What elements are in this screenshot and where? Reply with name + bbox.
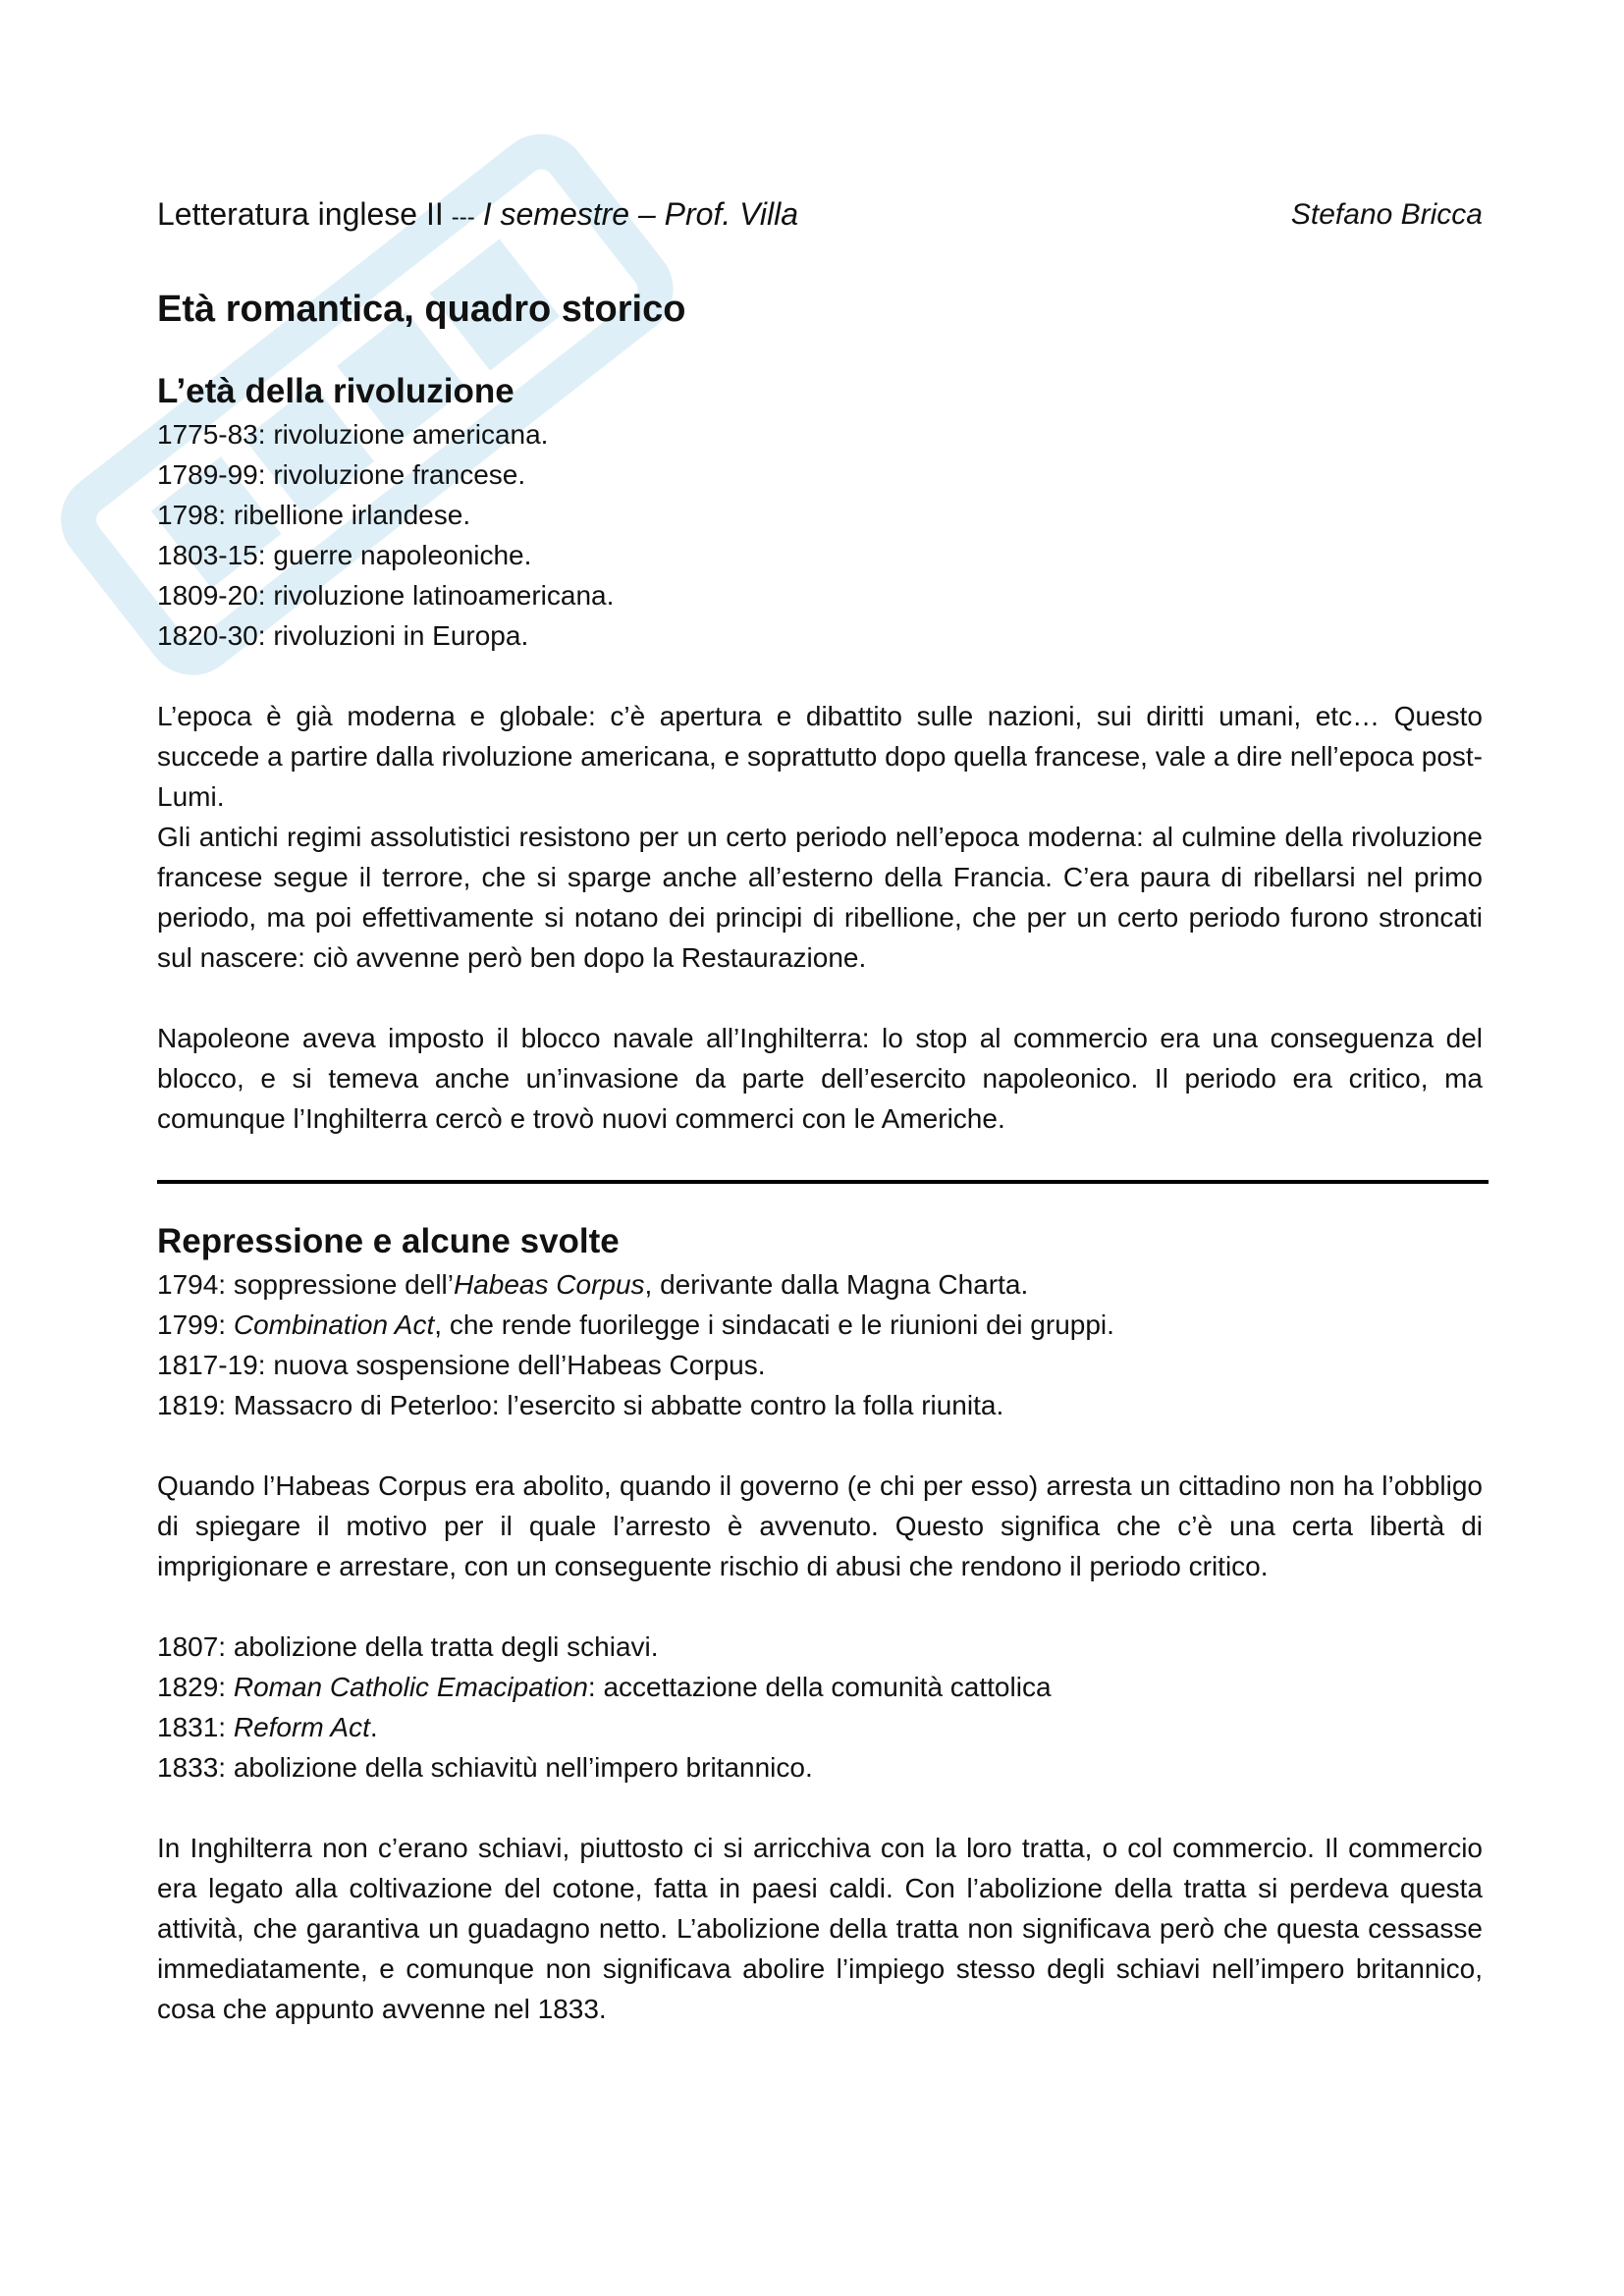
paragraph: L’epoca è già moderna e globale: c’è apertura e dibattito sulle nazioni, sui diritti umani, etc… Questo succede a partire dalla rivoluzione americana, e soprattutto dopo quella francese, vale a dire nell’epoca post-Lumi. xyxy=(157,701,1483,812)
section-divider xyxy=(157,1180,1489,1184)
timeline-item: 1775-83: rivoluzione americana. xyxy=(157,419,549,450)
paragraph: Quando l’Habeas Corpus era abolito, quando il governo (e chi per esso) arresta un cittadino non ha l’obbligo di spiegare il motivo per il quale l’arresto è avvenuto. Questo significa che c’è una certa libertà di imprigionare e arrestare, con un conseguente rischio di abusi che rendono il periodo critico. xyxy=(157,1470,1483,1581)
paragraph: Gli antichi regimi assolutistici resistono per un certo periodo nell’epoca moderna: al culmine della rivoluzione francese segue il terrore, che si sparge anche all’esterno della Francia. C’era paura di ribellarsi nel primo periodo, ma poi effettivamente si notano dei principi di ribellione, che per un certo periodo furono stroncati sul nascere: ciò avvenne però ben dopo la Restaurazione. xyxy=(157,822,1483,973)
document-title: Età romantica, quadro storico xyxy=(157,289,686,330)
timeline-item: 1807: abolizione della tratta degli schiavi. xyxy=(157,1631,659,1662)
timeline-item: 1817-19: nuova sospensione dell’Habeas Corpus. xyxy=(157,1350,766,1380)
timeline-item: 1833: abolizione della schiavitù nell’impero britannico. xyxy=(157,1752,813,1783)
header-separator: --- xyxy=(451,204,475,231)
timeline-item: 1829: Roman Catholic Emacipation: accettazione della comunità cattolica xyxy=(157,1672,1052,1702)
section-heading-repression: Repressione e alcune svolte xyxy=(157,1222,620,1260)
timeline-item: 1794: soppressione dell’Habeas Corpus, derivante dalla Magna Charta. xyxy=(157,1269,1029,1300)
timeline-item: 1820-30: rivoluzioni in Europa. xyxy=(157,620,529,651)
timeline-item: 1803-15: guerre napoleoniche. xyxy=(157,540,532,570)
repression-timeline xyxy=(157,1264,1483,1425)
timeline-item: 1789-99: rivoluzione francese. xyxy=(157,459,526,490)
revolution-timeline xyxy=(157,414,1483,656)
paragraph: In Inghilterra non c’erano schiavi, piuttosto ci si arricchiva con la loro tratta, o col commercio. Il commercio era legato alla coltivazione del cotone, fatta in paesi caldi. Con l’abolizione della tratta si perdeva questa attività, che garantiva un guadagno netto. L’abolizione della tratta non significava però che questa cessasse immediatamente, e comunque non significava abolire l’impiego stesso degli schiavi nell’impero britannico, cosa che appunto avvenne nel 1833. xyxy=(157,1833,1483,2024)
timeline-item: 1798: ribellione irlandese. xyxy=(157,500,471,530)
document-page xyxy=(157,196,1483,2029)
paragraph: Napoleone aveva imposto il blocco navale all’Inghilterra: lo stop al commercio era una conseguenza del blocco, e si temeva anche un’invasione da parte dell’esercito napoleonico. Il periodo era critico, ma comunque l’Inghilterra cercò e trovò nuovi commerci con le Americhe. xyxy=(157,1023,1483,1134)
section-heading-revolution: L’età della rivoluzione xyxy=(157,372,514,410)
timeline-item: 1831: Reform Act. xyxy=(157,1712,378,1742)
timeline-item: 1819: Massacro di Peterloo: l’esercito si abbatte contro la folla riunita. xyxy=(157,1390,1004,1420)
page-header xyxy=(157,196,1483,245)
semester-info: I semestre – Prof. Villa xyxy=(482,196,799,232)
course-name: Letteratura inglese II xyxy=(157,196,444,232)
author-name: Stefano Bricca xyxy=(1290,198,1483,231)
timeline-item: 1809-20: rivoluzione latinoamericana. xyxy=(157,580,615,611)
timeline-item: 1799: Combination Act, che rende fuorilegge i sindacati e le riunioni dei gruppi. xyxy=(157,1309,1114,1340)
abolition-timeline xyxy=(157,1627,1483,1788)
